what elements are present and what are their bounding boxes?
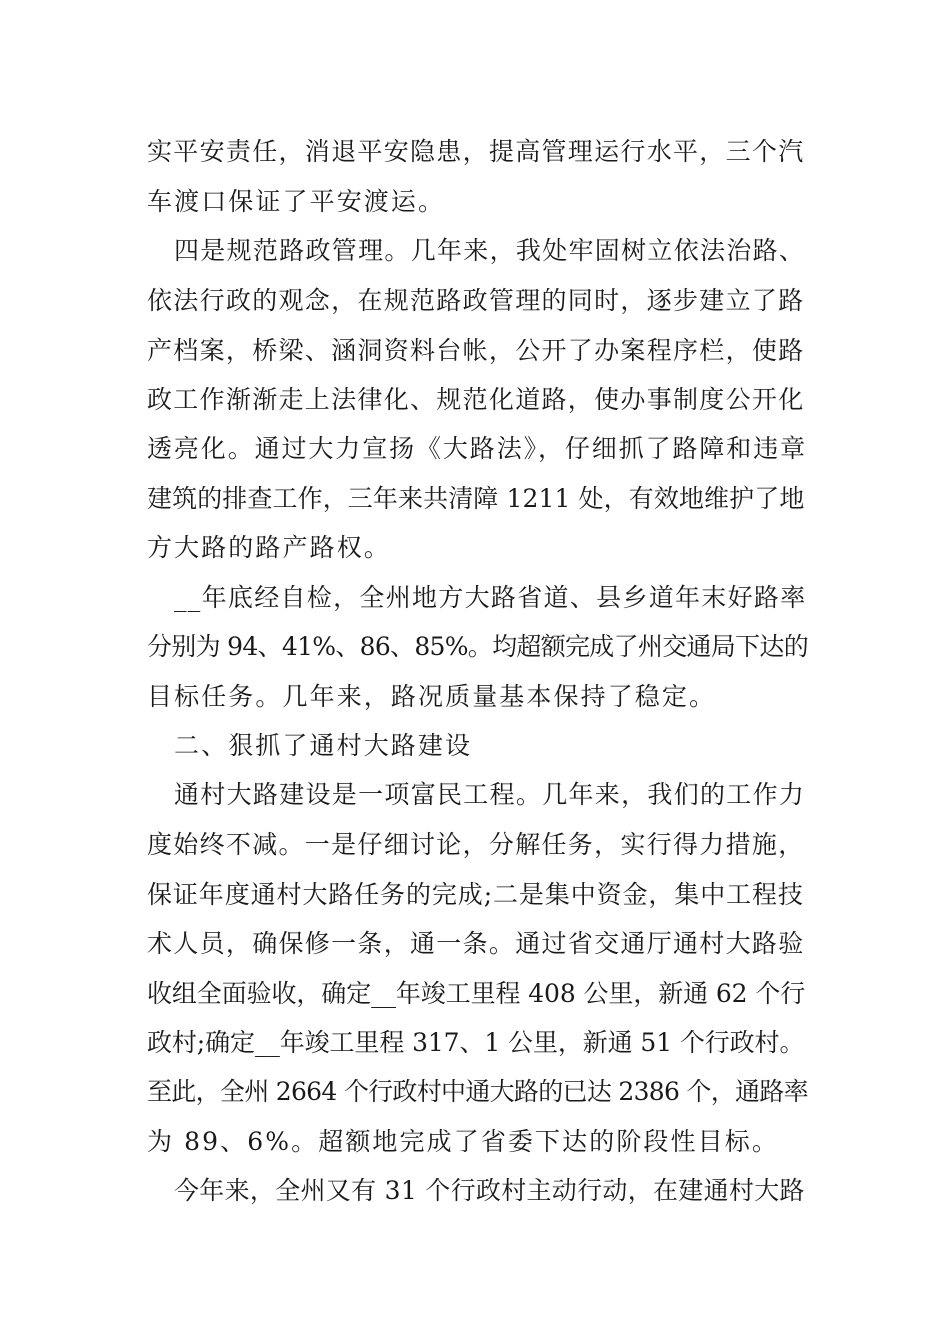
text-line: 方大路的路产路权。	[147, 533, 391, 562]
text-line: 依法行政的观念，在规范路政管理的同时，逐步建立了路	[147, 286, 805, 315]
text-line: 为 89、6%。超额地完成了省委下达的阶段性目标。	[147, 1127, 779, 1156]
text-line: 四是规范路政管理。几年来，我处牢固树立依法治路、	[174, 236, 806, 265]
text-line: 通村大路建设是一项富民工程。几年来，我们的工作力	[174, 780, 806, 809]
section-heading: 二、狠抓了通村大路建设	[174, 731, 473, 760]
text-line: 保证年度通村大路任务的完成;二是集中资金，集中工程技	[147, 880, 804, 909]
text-line: 车渡口保证了平安渡运。	[147, 187, 446, 216]
text-line: 政工作渐渐走上法律化、规范化道路，使办事制度公开化	[147, 385, 805, 414]
text-line: 收组全面验收，确定__年竣工里程 408 公里，新通 62 个行	[147, 979, 806, 1008]
text-line: 度始终不减。一是仔细讨论，分解任务，实行得力措施，	[147, 830, 805, 859]
text-line: 政村;确定__年竣工里程 317、1 公里，新通 51 个行政村。	[147, 1028, 805, 1057]
text-line: 建筑的排查工作，三年来共清障 1211 处，有效地维护了地	[147, 484, 805, 513]
text-line: 实平安责任，消退平安隐患，提高管理运行水平，三个汽	[147, 137, 805, 166]
text-line: 目标任务。几年来，路况质量基本保持了稳定。	[147, 682, 717, 711]
text-line: __年底经自检，全州地方大路省道、县乡道年末好路率	[174, 583, 807, 612]
text-line: 透亮化。通过大力宣扬《大路法》，仔细抓了路障和违章	[147, 434, 808, 463]
text-line: 今年来，全州又有 31 个行政村主动行动，在建通村大路	[174, 1176, 805, 1205]
text-line: 至此，全州 2664 个行政村中通大路的已达 2386 个，通路率	[147, 1077, 808, 1106]
text-line: 术人员，确保修一条，通一条。通过省交通厅通村大路验	[147, 929, 805, 958]
text-line: 产档案，桥梁、涵洞资料台帐，公开了办案程序栏，使路	[147, 336, 805, 365]
text-line: 分别为 94、41%、86、85%。均超额完成了州交通局下达的	[147, 632, 809, 661]
